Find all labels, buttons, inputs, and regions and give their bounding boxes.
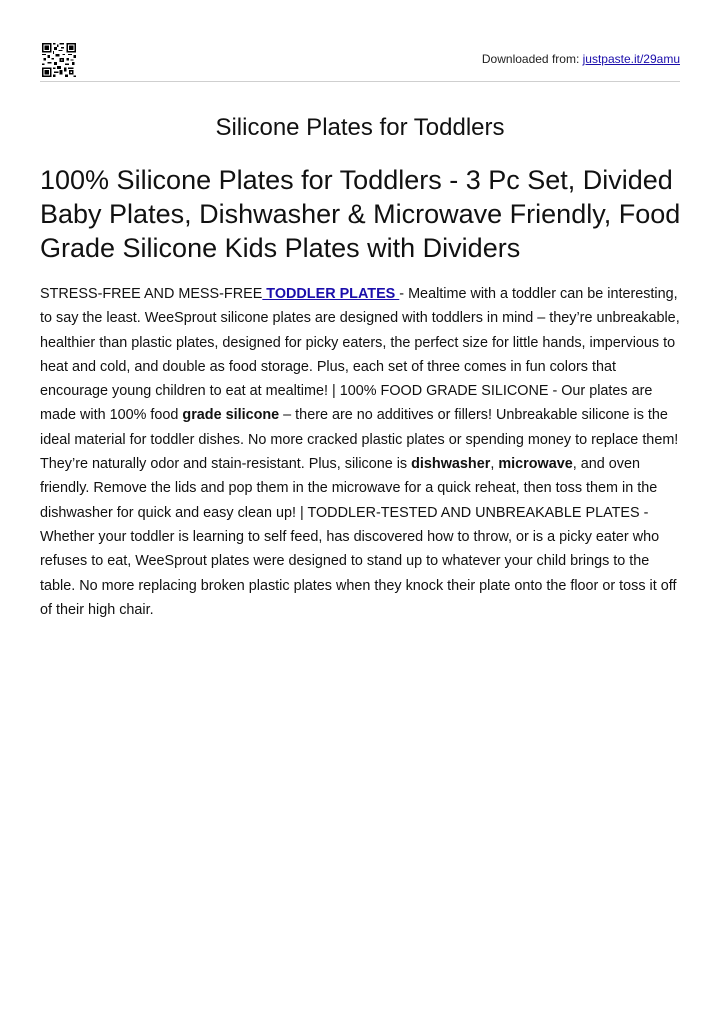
document-headline: 100% Silicone Plates for Toddlers - 3 Pc Set, Divided Baby Plates, Dishwasher & Microwave Friendly, Food Grade Silicone Kids Plates with Dividers (40, 165, 681, 263)
toddler-plates-link[interactable]: TODDLER PLATES (262, 286, 400, 302)
body-paragraph (40, 282, 685, 622)
body-text-part-5: , and oven friendly. Remove the lids and pop them in the microwave for a quick reheat, then toss them in the dishwasher for quick and easy clean up! | TODDLER-TESTED AND UNBREAKABLE PLATES - Whether your toddler is learning to self feed, has discovered how to throw, or is a picky eater who refuses to eat, WeeSprout plates were designed to stand up to whatever your child brings to the table. No more replacing broken plastic plates when they knock their plate onto the floor or toss it off of their high chair. (40, 456, 677, 618)
header-divider (40, 81, 680, 82)
body-text-part-4: , (490, 456, 499, 473)
body-text-part-3: – there are no additives or fillers! Unbreakable silicone is the ideal material for toddler dishes. No more cracked plastic plates or spending money to replace them! They’re naturally odor and stain-resistant. Plus, silicone is (40, 407, 679, 473)
source-link[interactable]: justpaste.it/29amu (582, 52, 680, 66)
body-text-part-1: STRESS-FREE AND MESS-FREE (40, 286, 263, 302)
bold-microwave: microwave (498, 456, 573, 473)
document-title: Silicone Plates for Toddlers (215, 114, 505, 141)
download-source (482, 52, 680, 66)
qr-code-icon (42, 43, 76, 77)
bold-grade-silicone: grade silicone (182, 407, 280, 424)
downloaded-label: Downloaded from: (481, 52, 583, 66)
body-text-part-2: - Mealtime with a toddler can be interesting, to say the least. WeeSprout silicone plates are designed with toddlers in mind – they’re unbreakable, healthier than plastic plates, designed for picky eaters, the perfect size for little hands, impervious to heat and cold, and double as food storage. Plus, each set of three comes in fun colors that encourage young children to eat at mealtime! | 100% FOOD GRADE SILICONE - Our plates are made with 100% food (40, 286, 680, 424)
bold-dishwasher: dishwasher (411, 456, 491, 473)
